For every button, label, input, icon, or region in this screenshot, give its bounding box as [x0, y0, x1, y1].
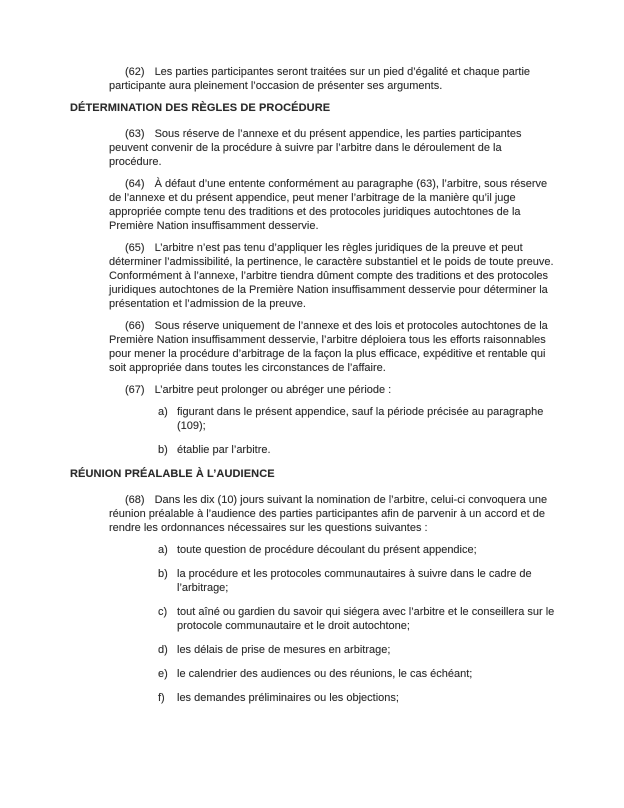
paragraph-66 — [109, 319, 557, 375]
paragraph-65 — [109, 241, 557, 311]
list-item-text: toute question de procédure découlant du présent appendice; — [177, 544, 477, 556]
paragraph-number: (63) — [125, 128, 145, 140]
paragraph-text: Sous réserve uniquement de l’annexe et des lois et protocoles autochtones de la Première Nation insuffisamment desservie, l’arbitre déploiera tous les efforts raisonnables pour mener la procédure d’arbitrage de la façon la plus efficace, expéditive et rentable qui soit appropriée dans toutes les circonstances de l’affaire. — [109, 320, 548, 374]
paragraph-text: À défaut d’une entente conformément au paragraphe (63), l’arbitre, sous réserve de l’annexe et du présent appendice, peut mener l’arbitrage de la manière qu’il juge appropriée compte tenu des traditions et des protocoles juridiques autochtones de la Première Nation insuffisamment desservie. — [109, 178, 548, 232]
list-item-67-a — [158, 405, 557, 433]
list-item-letter: b) — [158, 568, 168, 580]
list-item-letter: d) — [158, 644, 168, 656]
paragraph-68 — [109, 493, 557, 535]
list-item-text: le calendrier des audiences ou des réunions, le cas échéant; — [177, 668, 473, 680]
list-item-letter: f) — [158, 692, 165, 704]
paragraph-text: L’arbitre peut prolonger ou abréger une période : — [154, 384, 392, 396]
list-item-letter: c) — [158, 606, 168, 618]
list-item-68-c — [158, 605, 557, 633]
paragraph-64 — [109, 177, 557, 233]
paragraph-number: (67) — [125, 384, 145, 396]
list-item-text: la procédure et les protocoles communautaires à suivre dans le cadre de l’arbitrage; — [177, 568, 532, 594]
paragraph-62 — [109, 65, 557, 93]
document-body — [70, 65, 557, 715]
list-item-67-b — [158, 443, 557, 457]
list-item-letter: a) — [158, 406, 168, 418]
section-heading-determination-regles-procedure: DÉTERMINATION DES RÈGLES DE PROCÉDURE — [70, 102, 331, 114]
list-item-letter: a) — [158, 544, 168, 556]
list-item-68-a — [158, 543, 557, 557]
paragraph-text: Les parties participantes seront traitées sur un pied d’égalité et chaque partie participante aura pleinement l’occasion de présenter ses arguments. — [109, 66, 531, 92]
paragraph-text: Dans les dix (10) jours suivant la nomination de l’arbitre, celui-ci convoquera une réunion préalable à l’audience des parties participantes afin de parvenir à un accord et de rendre les ordonnances nécessaires sur les questions suivantes : — [109, 494, 548, 534]
list-item-letter: b) — [158, 444, 168, 456]
list-item-68-d — [158, 643, 557, 657]
list-item-letter: e) — [158, 668, 168, 680]
paragraph-number: (66) — [125, 320, 145, 332]
list-item-text: les demandes préliminaires ou les objections; — [177, 692, 399, 704]
paragraph-63 — [109, 127, 557, 169]
paragraph-number: (64) — [125, 178, 145, 190]
list-item-68-f — [158, 691, 557, 705]
section-heading-reunion-prealable-audience: RÉUNION PRÉALABLE À L’AUDIENCE — [70, 468, 275, 480]
list-item-text: tout aîné ou gardien du savoir qui siégera avec l’arbitre et le conseillera sur le protocole communautaire et le droit autochtone; — [177, 606, 555, 632]
list-item-text: établie par l’arbitre. — [177, 444, 271, 456]
paragraph-number: (65) — [125, 242, 145, 254]
list-item-68-b — [158, 567, 557, 595]
list-item-68-e — [158, 667, 557, 681]
list-item-text: figurant dans le présent appendice, sauf la période précisée au paragraphe (109); — [177, 406, 544, 432]
paragraph-67 — [109, 383, 557, 397]
list-item-text: les délais de prise de mesures en arbitrage; — [177, 644, 391, 656]
paragraph-number: (62) — [125, 66, 145, 78]
paragraph-text: Sous réserve de l’annexe et du présent appendice, les parties participantes peuvent convenir de la procédure à suivre par l’arbitre dans le déroulement de la procédure. — [109, 128, 522, 168]
paragraph-number: (68) — [125, 494, 145, 506]
paragraph-text: L’arbitre n’est pas tenu d’appliquer les règles juridiques de la preuve et peut déterminer l’admissibilité, la pertinence, le caractère substantiel et le poids de toute preuve. Conformément à l’annexe, l’arbitre tiendra dûment compte des traditions et des protocoles juridiques autochtones de la Première Nation insuffisamment desservie pour déterminer la présentation et l’admission de la preuve. — [109, 242, 554, 310]
